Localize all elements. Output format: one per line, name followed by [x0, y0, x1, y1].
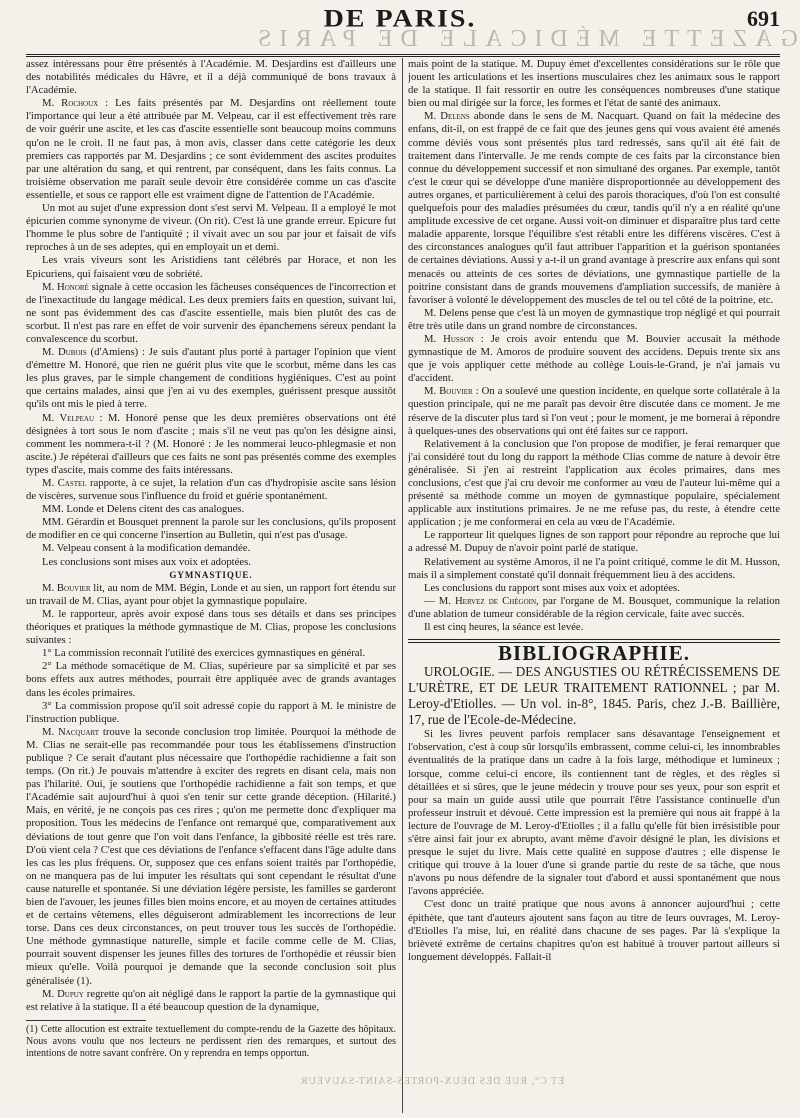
speaker: M. Velpeau	[42, 411, 94, 424]
speech: (d'Amiens) : Je suis d'autant plus porté à partager l'opinion que vient d'émettre M. Honoré, que rien ne guérit plus vite que le scorbut, même dans les cas les plus graves, par le simple changement de conditions hygiéniques. C'est au point que certains malades, ainsi que j'en ai vu des exemples, guérissent presque aussitôt qu'ils ont mis le pied à terre.	[26, 346, 396, 411]
bibliography-title: BIBLIOGRAPHIE.	[498, 641, 690, 666]
paragraph	[26, 412, 396, 477]
speaker: — M. Hervez de Chégoin	[424, 594, 537, 607]
paragraph: Un mot au sujet d'une expression dont s'est servi M. Velpeau. Il a employé le mot épicurien comme synonyme de viveur. (On rit). C'est là une grande erreur. Epicure fut l'homme le plus sobre de l'antiquité ; il vivait avec un sou par jour et faisait de vifs reproches à un de ses adeptes, qui en employait un et demi.	[26, 202, 396, 254]
paragraph: C'est donc un traité pratique que nous avons à annoncer aujourd'hui ; cette épithète, que tant d'auteurs ajoutent sans façon au titre de leurs ouvrages, M. Leroy-d'Etiolles l'a mise, lui, en réalité dans chacune de ses pages. Par là s'explique la brièveté extrême de certains chapitres qu'on est habitué à trouver partout ailleurs si longuement développés. Fallait-il	[408, 898, 780, 963]
paragraph: Il est cinq heures, la séance est levée.	[424, 621, 584, 634]
speech: rapporte, à ce sujet, la relation d'un cas d'hydropisie ascite sans lésion de viscères, survenue sous l'influence du froid et guérie spontanément.	[26, 477, 396, 503]
speaker: M. Delens	[424, 110, 470, 123]
paragraph	[26, 97, 396, 202]
speaker: M. Castel	[42, 477, 87, 489]
speaker: M. Dubois	[42, 346, 87, 359]
speaker: M. Bouvier	[42, 581, 91, 594]
paragraph	[26, 582, 396, 608]
paragraph: Relativement au système Amoros, il ne l'a point critiqué, comme le dit M. Husson, mais il a simplement constaté qu'il donnait fréquemment lieu à des accidens.	[408, 555, 780, 581]
paragraph	[26, 281, 396, 346]
speech: : Je crois avoir entendu que M. Bouvier accusait la méthode gymnastique de M. Amoros de produire souvent des accidens. Depuis trente six ans que je vois appliquer cette méthode au collège Louis-le-Grand, je n'ai jamais vu d'accident.	[408, 332, 780, 385]
footnote-rule	[26, 1020, 146, 1021]
speech: : On a soulevé une question incidente, en quelque sorte collatérale à la question principale, qui ne me paraît pas devoir être discutée dans ce moment. Je me réserve de la discuter plus tard si l'on veut ; pour le moment, je me bornerai à répondre à quelques-unes des observations qui ont été faites sur ce rapport.	[408, 385, 780, 437]
show-through-header: GAZETTE MÉDICALE DE PARIS	[250, 26, 798, 52]
paragraph: Le rapporteur lit quelques lignes de son rapport pour répondre au reproche que lui a adressé M. Dupuy de n'avoir point parlé de statique.	[408, 529, 780, 555]
right-column	[408, 58, 780, 1108]
paragraph: Les conclusions du rapport sont mises aux voix et adoptées.	[424, 581, 680, 594]
speech: abonde dans le sens de M. Nacquart. Quand on fait la médecine des enfans, dit-il, on est frappé de ce fait que des jeunes gens qui vous avaient été amenés comme déviés vous sont présentés plus tard redressés, sans qu'il ait été fait de traitement dans l'intervalle. Je me rends compte de ces faits par la circonstance bien connue du développement successif et non simultané des organes. Par exemple, tantôt c'est le cœur qui se développe d'une manière disproportionnée au développement des autres organes, et particulièrement à celui des parois thoraciques, d'où l'on est consulté quelquefois pour des maladies présumées du cœur, tandis qu'il n'y a en réalité qu'une amplitude excessive de cet organe. Aussi voit-on diminuer et disparaître plus tard cette maladie apparente, lorsque l'équilibre s'est rétabli entre les différens viscères. C'est à des circonstances analogues qu'il faut attribuer l'apparition et la guérison spontanées de certaines déviations. Aussi y a-t-il un grand avantage à prescrire aux enfans qui sont menacés ou atteints de ces sortes de déviations, une gymnastique partielle de la poitrine consistant dans de grands mouvemens d'ampliation successifs, de manière à favoriser à volonté le développement des muscles de tel ou tel côté de la poitrine, etc.	[408, 110, 780, 306]
speech: signale à cette occasion les fâcheuses conséquences de l'incorrection et de l'inexactitude du langage médical. Les deux premiers faits en question, suivant lui, ne sont pas évidemment des cas d'ascite essentielle, mais bien plutôt des cas de scorbut. Il n'est pas rare en effet de voir survenir des épanchemens séreux pendant la convalescence du scorbut.	[26, 280, 396, 345]
speaker: M. Dupuy	[42, 987, 84, 1000]
footnote: (1) Cette allocution est extraite textuellement du compte-rendu de la Gazette des hôpitaux. Nous avons voulu que nos lecteurs ne perdissent rien des remarques, et surtout des intentions de notre savant confrère. On y reprendra en temps opportun.	[26, 1024, 396, 1059]
header-rule	[26, 54, 780, 57]
paragraph: MM. Gérardin et Bousquet prennent la parole sur les conclusions, qu'ils proposent de modifier en ce qui concerne l'insertion au Bulletin, qui n'est pas d'usage.	[26, 516, 396, 542]
speech: , par l'organe de M. Bousquet, communique la relation d'une ablation de tumeur considérable de la région cervicale, faite avec succès.	[408, 594, 780, 620]
paragraph: M. le rapporteur, après avoir exposé dans tous ses détails et dans ses principes théoriques et pratiques la méthode gymnastique de M. Clias, propose les conclusions suivantes :	[26, 607, 396, 647]
page-number: 691	[747, 6, 780, 31]
paragraph: Les conclusions sont mises aux voix et adoptées.	[42, 555, 251, 568]
speaker: M. Husson	[424, 332, 474, 345]
speaker: M. Bouvier	[424, 385, 473, 398]
speech: regrette qu'on ait négligé dans le rapport la partie de la gymnastique qui est relative à la statique. Il a été beaucoup question de la dynamique,	[26, 987, 396, 1013]
section-heading: GYMNASTIQUE.	[169, 569, 253, 580]
paragraph: MM. Londe et Delens citent des cas analogues.	[42, 503, 245, 516]
column-divider	[402, 58, 403, 1113]
paragraph: M. Delens pense que c'est là un moyen de gymnastique trop négligé et qui pourrait être très utile dans un grand nombre de circonstances.	[408, 306, 780, 332]
page-header	[0, 0, 800, 60]
speech: : Les faits présentés par M. Desjardins ont réellement toute l'importance qui leur a été attribuée par M. Velpeau, car il est effectivement très rare de voir guérir une ascite, et les cas d'ascite essentielle sont beaucoup moins communs qu'on ne le croit. Il ne faut pas, à mon avis, classer dans cette catégorie les deux premiers cas rapportés par M. Desjardins ; ce sont évidemment des ascites produites par une altération du sang, et qui rentrent, par conséquent, dans les faits connus. La troisième observation me paraît seule devoir être considérée comme un cas d'ascite essentielle, et sous ce rapport elle est vraiment digne de l'attention de l'Académie.	[26, 97, 396, 201]
paragraph	[26, 477, 396, 503]
paragraph: M. Velpeau consent à la modification demandée.	[42, 542, 251, 555]
paragraph	[408, 333, 780, 385]
paragraph: Si les livres peuvent parfois remplacer sans désavantage l'enseignement et l'observation, c'est à coup sûr lorsqu'ils embrassent, comme celui-ci, les innombrables éventualités de la pratique dans un cadre à la fois large, méthodique et lumineux ; lorsque, comme celui-ci encore, ils contiennent tant de règles, et des règles si détaillées et si sûres, que le jeune médecin y trouve pour ses yeux, pour son esprit et pour sa main un guide aussi utile que pourrait l'être l'assistance continuelle d'un professeur instruit et dévoué. Cette impression est la première qui nous ait frappé à la lecture de l'ouvrage de M. Leroy-d'Etiolles ; il a fallu qu'elle fût bien irrésistible pour s'être ainsi fait jour ex abrupto, avant même d'avoir désigné le plan, les divisions et presque le sujet du livre. Mais cette qualité en suppose d'autres ; elle dispense le critique qui trouve à la louer d'une si grande partie du reste de sa tâche, que nous n'avons pu nous défendre de la signaler tout d'abord et aussi spontanément que nous l'avons appréciée.	[408, 728, 780, 898]
conclusion-item: 1° La commission reconnaît l'utilité des exercices gymnastiques en général.	[42, 647, 366, 660]
paragraph	[408, 595, 780, 621]
conclusion-item: 2° La méthode somacétique de M. Clias, supérieure par sa simplicité et par ses bons effets aux autres méthodes, pourrait être appliquée avec de grands avantages dans les écoles primaires.	[26, 660, 396, 699]
running-title: DE PARIS.	[323, 4, 477, 33]
paragraph	[26, 988, 396, 1014]
paragraph: assez intéressans pour être présentés à l'Académie. M. Desjardins est d'ailleurs une des notabilités médicales du Hâvre, et il a déjà communiqué de bons travaux à l'Académie.	[26, 58, 396, 97]
paragraph: Relativement à la conclusion que l'on propose de modifier, je ferai remarquer que j'ai considéré tout du long du rapport la méthode Clias comme de nature à devoir être généralisée. Si j'en ai restreint l'application aux écoles primaires, dans mes conclusions, c'est que j'ai cru devoir me conformer au vœu de l'auteur lui-même qui a présenté sa méthode comme un moyen de gymnastique populaire, spécialement applicable aux institutions primaires. Je ne me refuse pas, du reste, à étendre cette application ; je me conformerai en cela au vœu de l'Académie.	[408, 437, 780, 529]
speaker: M. Honoré	[42, 280, 89, 293]
paragraph	[408, 110, 780, 306]
conclusion-item: 3° La commission propose qu'il soit adressé copie du rapport à M. le ministre de l'instruction publique.	[26, 699, 396, 725]
speech: trouve la seconde conclusion trop limitée. Pourquoi la méthode de M. Clias ne serait-elle pas recommandée pour tous les établissemens d'instruction publique ? Ce serait d'autant plus nécessaire que l'orthopédie rachidienne a fait son temps. (On rit.) Je pouvais m'attendre à exciter des regrets en disant cela, mais non pas l'hilarité. Oui, je soutiens que l'orthopédie rachidienne a fait son temps, et que l'Académie sait aujourd'hui à quoi s'en tenir sur cette grande déception. (Hilarité.) Mais, en vérité, je ne conçois pas ces rires ; qu'on me permette donc d'expliquer ma proposition. Tous les médecins de l'enfance ont remarqué que, comparativement aux déviations de tout genre que l'on voit dans l'enfance, la gibbosité réelle est très rare. D'où vient cela ? C'est que ces déviations de l'enfance s'effacent dans l'âge adulte dans les cas les plus fréquens. Or, supposez que ces enfans soient traités par l'orthopédie, on ne manquera pas de lui imputer les résultats qui sont cependant le résultat d'une cause naturelle et spontanée. Si une déviation légère persiste, les familles se garderont bien de l'avouer, les jeunes filles bien moins encore, et au moyen de certaines attitudes et de certains vêtemens, elles déguiseront admirablement les incorrections de leur torse. Dans ces deux circonstances, on peut trouver tous les succès de l'orthopédie. Une méthode gymnastique naturelle, simple et facile comme celle de M. Clias, pourrait souvent dispenser les jeunes filles des tortures de l'orthopédie et réussir bien mieux qu'elle. Voilà pourquoi je demande que la seconde conclusion soit plus généralisée (1).	[26, 725, 396, 987]
left-column	[26, 58, 396, 1058]
paragraph: Les vrais viveurs sont les Aristidiens tant célébrés par Horace, et non les Epicuriens, qui faisaient vœu de sobriété.	[26, 254, 396, 280]
speech: : M. Honoré pense que les deux premières observations ont été désignées à tort sous le nom d'ascite ; mais s'il ne veut pas qu'on les désigne ainsi, comment les nommera-t-il ? (M. Honoré : Je les nommerai leuco-phlegmasie et non ascite.) Je répéterai d'ailleurs que ces faits ne sont pas présentés comme des exemples types d'ascite, mais comme des faits intéressans.	[26, 411, 396, 476]
paragraph: mais point de la statique. M. Dupuy émet d'excellentes considérations sur le rôle que jouent les articulations et les insertions musculaires chez les animaux sous le rapport de la statique. Il fait ressortir en outre les conséquences nombreuses d'une statique bien ou mal dirigée sur la force, les formes et l'état de santé des animaux.	[408, 58, 780, 110]
show-through-footer: ET C°, RUE DES DEUX-PORTES-SAINT-SAUVEUR	[300, 1076, 565, 1087]
speech: lit, au nom de MM. Bégin, Londe et au sien, un rapport fort étendu sur un travail de M. Clias, ayant pour objet la gymnastique populaire.	[26, 581, 396, 607]
paragraph	[26, 346, 396, 411]
book-reference: UROLOGIE. — DES ANGUSTIES OU RÉTRÉCISSEMENS DE L'URÈTRE, ET DE LEUR TRAITEMENT RATIONNEL ; par M. Leroy-d'Etiolles. — Un vol. in-8°, 1845. Paris, chez J.-B. Baillière, 17, rue de l'Ecole-de-Médecine.	[408, 664, 780, 728]
speaker: M. Rochoux	[42, 97, 99, 110]
speaker: M. Nacquart	[42, 725, 100, 738]
paragraph	[408, 385, 780, 437]
paragraph	[26, 726, 396, 988]
